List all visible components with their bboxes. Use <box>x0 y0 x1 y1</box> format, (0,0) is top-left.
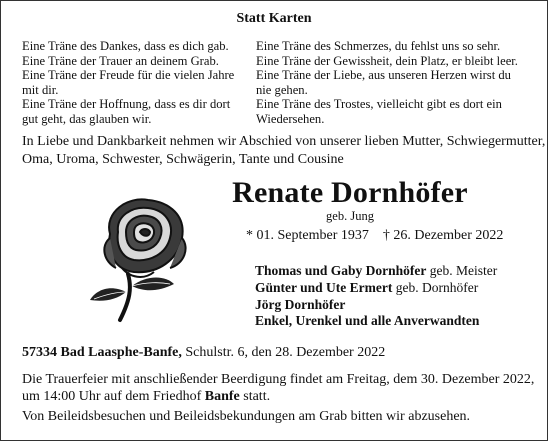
poem-line: Eine Träne der Trauer an deinem Grab. <box>22 53 219 68</box>
funeral-line <box>22 388 537 405</box>
address-rest: Schulstr. 6, den 28. Dezember 2022 <box>181 345 386 360</box>
family-line <box>255 297 497 314</box>
birth-date: * 01. September 1937 <box>246 228 369 243</box>
maiden-name: geb. Jung <box>326 209 374 223</box>
family-names: Enkel, Urenkel und alle Anverwandten <box>255 313 480 329</box>
poem-line: Eine Träne des Trostes, vielleicht gibt es dort ein <box>256 97 502 112</box>
funeral-line: Die Trauerfeier mit anschließender Beerdigung findet am Freitag, dem 30. Dezember 2022, <box>22 372 535 387</box>
family-names: Jörg Dornhöfer <box>255 296 346 312</box>
family-names: Günter und Ute Ermert <box>255 279 393 295</box>
condolence-note: Von Beileidsbesuchen und Beileidsbekundungen am Grab bitten wir abzusehen. <box>22 409 471 424</box>
intro-text <box>22 133 546 169</box>
address-line <box>22 345 385 361</box>
funeral-text: statt. <box>239 389 271 404</box>
address-place: 57334 Bad Laasphe-Banfe, <box>22 345 182 360</box>
poem-left-column <box>22 39 247 127</box>
poem-right-column <box>256 39 524 127</box>
deceased-name: Renate Dornhöfer <box>232 176 468 209</box>
intro-line: In Liebe und Dankbarkeit nehmen wir Abschied von unserer lieben Mutter, Schwiegermutter, <box>22 134 546 149</box>
poem-line: Eine Träne der Hoffnung, dass es dir dort <box>22 97 231 112</box>
life-dates <box>246 228 546 244</box>
notice-header: Statt Karten <box>236 11 312 26</box>
poem-line: nie gehen. <box>256 82 308 97</box>
family-names: Thomas und Gaby Dornhöfer <box>255 263 427 278</box>
family-line <box>255 313 497 330</box>
family-line <box>255 280 497 297</box>
poem-line: Eine Träne der Liebe, aus unseren Herzen wirst du <box>256 68 511 83</box>
poem-line: Wiedersehen. <box>256 111 325 126</box>
poem-line: Eine Träne der Gewissheit, dein Platz, er bleibt leer. <box>256 53 518 68</box>
poem-line: Eine Träne des Schmerzes, du fehlst uns so sehr. <box>256 39 501 53</box>
poem-line: Eine Träne der Freude für die vielen Jahre <box>22 68 235 83</box>
funeral-text: um 14:00 Uhr auf dem Friedhof <box>22 389 205 404</box>
poem-line: mit dir. <box>22 82 59 97</box>
rose-icon <box>70 188 220 328</box>
family-note: geb. Meister <box>426 263 498 278</box>
poem-line: gut geht, das glauben wir. <box>22 111 152 126</box>
poem-line: Eine Träne des Dankes, dass es dich gab. <box>22 39 229 53</box>
funeral-info <box>22 371 537 405</box>
cemetery-name: Banfe <box>204 389 240 404</box>
intro-line: Oma, Uroma, Schwester, Schwägerin, Tante und Cousine <box>22 152 344 167</box>
family-line <box>255 263 497 280</box>
family-note: geb. Dornhöfer <box>392 279 479 295</box>
death-date: † 26. Dezember 2022 <box>382 228 504 243</box>
family-list <box>255 263 497 330</box>
